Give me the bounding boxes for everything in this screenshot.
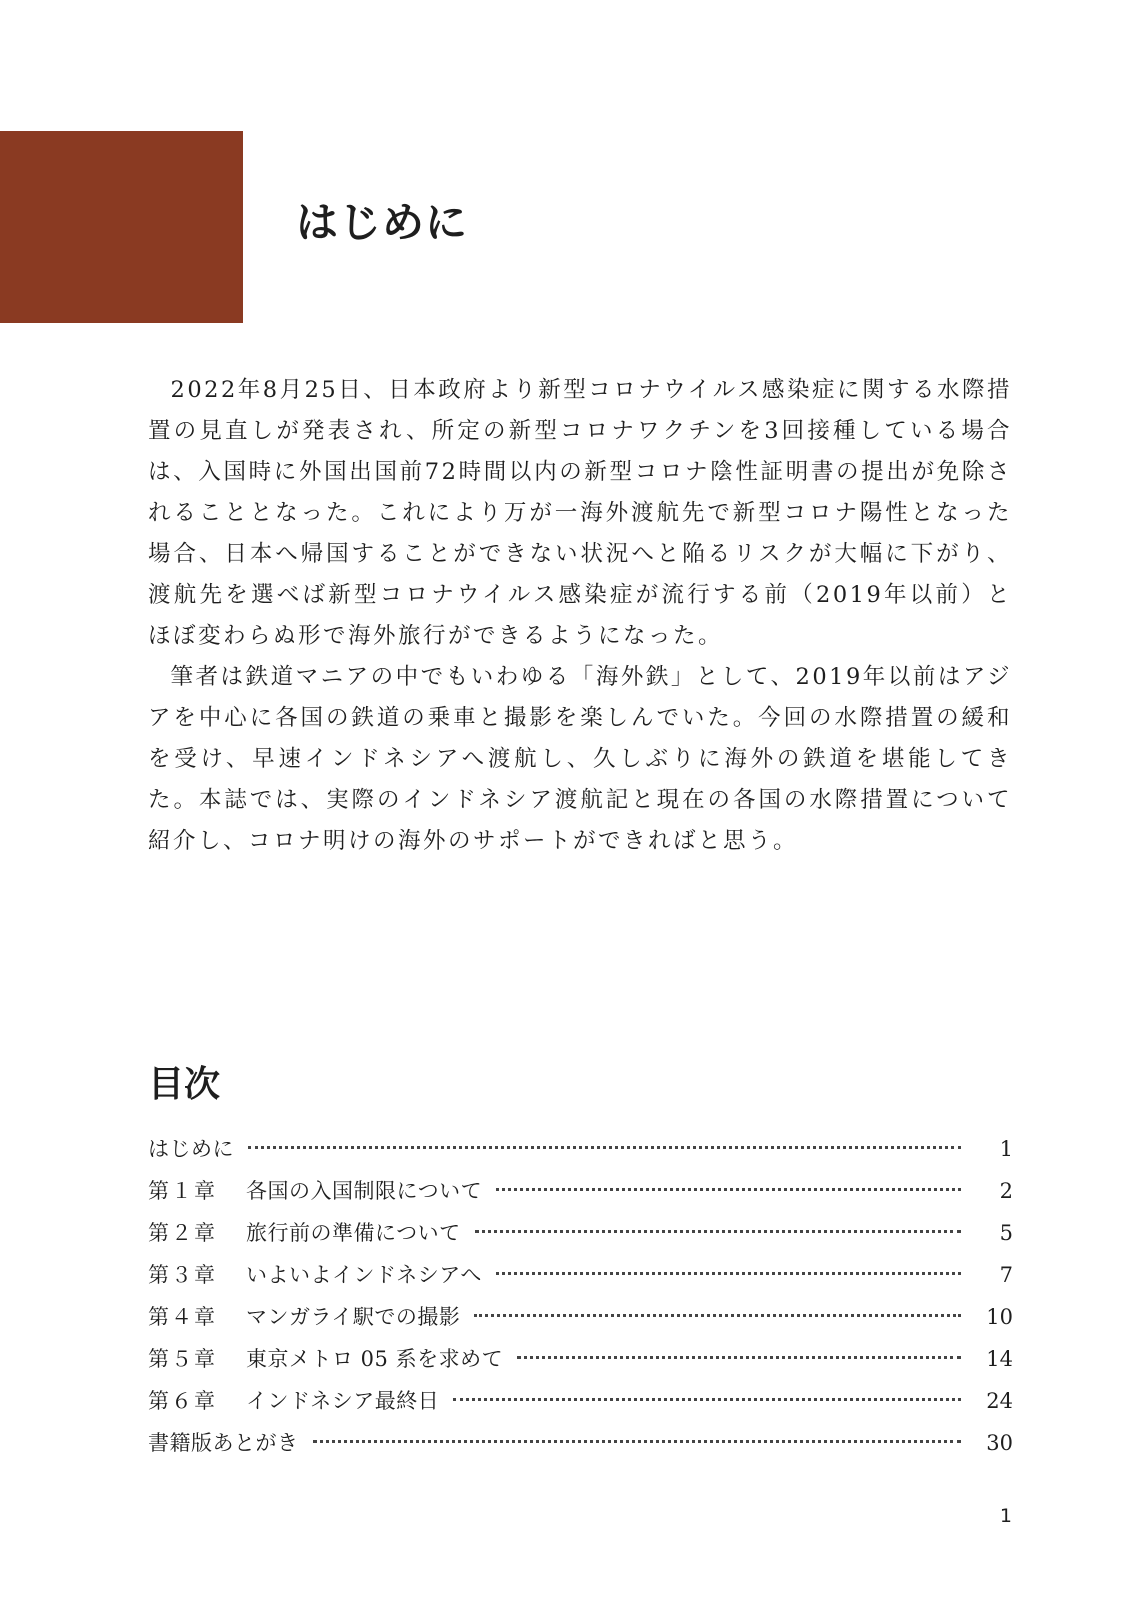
toc-entry-chapter: 第６章	[148, 1389, 217, 1413]
toc-entry-chapter-1[interactable]	[148, 1170, 1013, 1212]
intro-paragraph: 筆者は鉄道マニアの中でもいわゆる「海外鉄」として、2019年以前はアジアを中心に各国の鉄道の乗車と撮影を楽しんでいた。今回の水際措置の緩和を受け、早速インドネシアへ渡航し、久しぶりに海外の鉄道を堪能してきた。本誌では、実際のインドネシア渡航記と現在の各国の水際措置について紹介し、コロナ明けの海外のサポートができればと思う。	[148, 664, 1012, 854]
toc-entry-chapter: 第４章	[148, 1305, 217, 1329]
toc-entry-page: 14	[986, 1347, 1013, 1371]
toc-dot-leader	[496, 1188, 961, 1191]
toc-entry-page: 7	[999, 1263, 1013, 1287]
toc-entry-chapter-5[interactable]	[148, 1338, 1013, 1380]
toc-dot-leader	[474, 1314, 961, 1317]
toc-dot-leader	[475, 1230, 961, 1233]
toc-entry-title: はじめに	[148, 1137, 234, 1161]
toc-dot-leader	[248, 1146, 961, 1149]
toc-entry-title: 東京メトロ 05 系を求めて	[246, 1347, 504, 1371]
toc-entry-page: 24	[986, 1389, 1013, 1413]
title-accent-block	[0, 131, 243, 323]
toc-entry-chapter: 第３章	[148, 1263, 217, 1287]
intro-body	[148, 370, 1012, 862]
toc-entry-chapter-4[interactable]	[148, 1296, 1013, 1338]
toc-entry-chapter-3[interactable]	[148, 1254, 1013, 1296]
toc-entry-chapter-2[interactable]	[148, 1212, 1013, 1254]
toc-entry-title: 各国の入国制限について	[246, 1179, 483, 1203]
toc-entry-chapter: 第１章	[148, 1179, 217, 1203]
toc-entry-title: インドネシア最終日	[246, 1389, 440, 1413]
page-number: 1	[999, 1505, 1012, 1527]
toc-entry-page: 1	[999, 1137, 1013, 1161]
intro-title: はじめに	[296, 198, 469, 247]
toc-dot-leader	[496, 1272, 961, 1275]
table-of-contents	[148, 1128, 1013, 1464]
toc-entry-page: 5	[999, 1221, 1013, 1245]
toc-entry-page: 2	[999, 1179, 1013, 1203]
toc-heading: 目次	[148, 1063, 221, 1105]
toc-entry-title: いよいよインドネシアへ	[246, 1263, 482, 1287]
toc-entry-chapter-6[interactable]	[148, 1380, 1013, 1422]
toc-entry-introduction[interactable]	[148, 1128, 1013, 1170]
toc-entry-title: マンガライ駅での撮影	[246, 1305, 461, 1329]
toc-entry-chapter: 第５章	[148, 1347, 217, 1371]
toc-dot-leader	[517, 1356, 961, 1359]
toc-entry-chapter: 第２章	[148, 1221, 217, 1245]
toc-entry-title: 旅行前の準備について	[246, 1221, 461, 1245]
intro-paragraph: 2022年8月25日、日本政府より新型コロナウイルス感染症に関する水際措置の見直しが発表され、所定の新型コロナワクチンを3回接種している場合は、入国時に外国出国前72時間以内の新型コロナ陰性証明書の提出が免除されることとなった。これにより万が一海外渡航先で新型コロナ陽性となった場合、日本へ帰国することができない状況へと陥るリスクが大幅に下がり、渡航先を選べば新型コロナウイルス感染症が流行する前（2019年以前）とほぼ変わらぬ形で海外旅行ができるようになった。	[148, 377, 1012, 649]
toc-entry-page: 10	[986, 1305, 1013, 1329]
toc-entry-afterword[interactable]	[148, 1422, 1013, 1464]
toc-dot-leader	[313, 1440, 962, 1443]
toc-entry-title: 書籍版あとがき	[148, 1431, 299, 1455]
toc-dot-leader	[453, 1398, 961, 1401]
toc-entry-page: 30	[986, 1431, 1013, 1455]
